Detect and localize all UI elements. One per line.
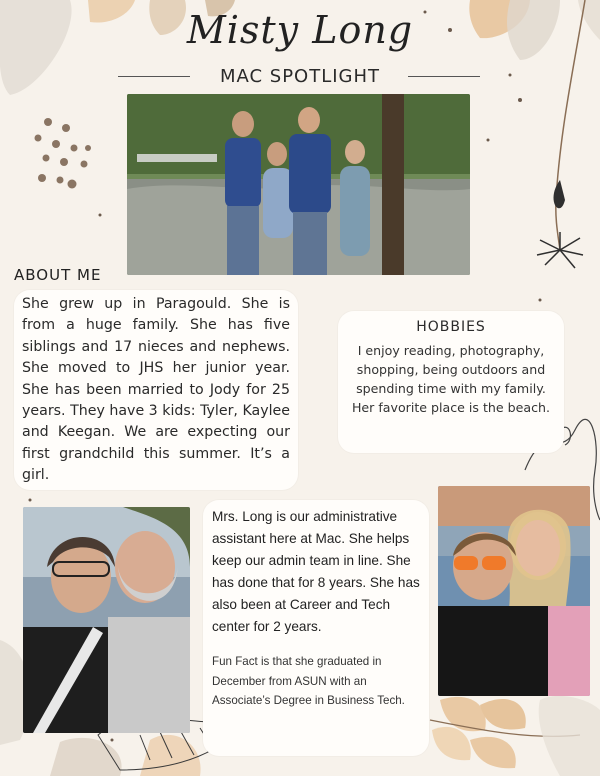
- bio-text: Mrs. Long is our administrative assistant here at Mac. She helps keep our admin team in line. She has done that for 8 years. She has also been at Career and Tech center for 2 years.: [212, 509, 420, 634]
- beach-photo: [438, 486, 590, 696]
- about-heading: ABOUT ME: [14, 266, 102, 284]
- hobbies-card: [338, 311, 564, 453]
- hobbies-text: I enjoy reading, photography, shopping, being outdoors and spending time with my family. Her favorite place is the beach.: [351, 343, 551, 415]
- about-text: She grew up in Paragould. She is from a huge family. She has five siblings and 17 nieces and nephews. She moved to JHS her junior year. She has been married to Jody for 25 years. They have 3 kids: Tyler, Kaylee and Keegan. We are expecting our first grandchild this summer. It’s a girl.: [14, 290, 298, 490]
- fun-fact-text: Fun Fact is that she graduated in December from ASUN with an Associate’s Degree in Business Tech.: [212, 655, 405, 707]
- page-title: Misty Long: [186, 8, 414, 52]
- couple-photo: [23, 507, 190, 733]
- hobbies-title: HOBBIES: [416, 319, 486, 335]
- page-subtitle: MAC SPOTLIGHT: [219, 66, 381, 87]
- bio-card: [203, 500, 429, 756]
- divider-right: [408, 76, 480, 77]
- family-photo: [127, 94, 470, 275]
